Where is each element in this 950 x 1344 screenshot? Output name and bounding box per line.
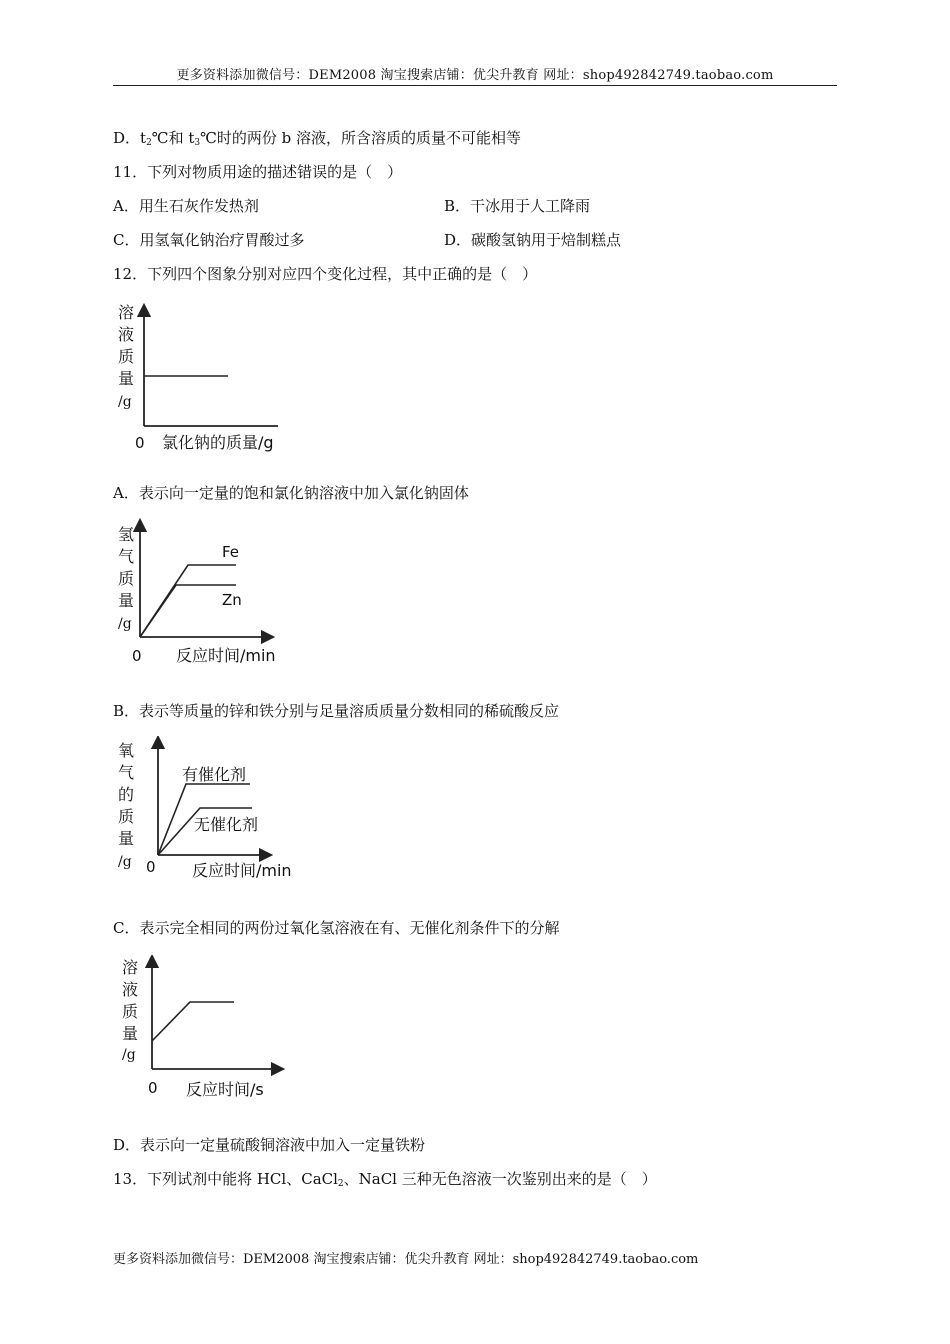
q13-stem: 13．下列试剂中能将 HCl、CaCl$_2$、NaCl 三种无色溶液一次鉴别出来的是（ ）	[113, 1170, 657, 1189]
fe-label: Fe	[222, 543, 240, 561]
ylabel-char: 质	[118, 347, 135, 366]
ylabel-char: 氧	[118, 741, 135, 760]
x-axis-label: 反应时间/min	[176, 646, 276, 665]
ylabel-char: 质	[122, 1002, 139, 1021]
data-line	[152, 1002, 234, 1041]
origin-label: 0	[132, 647, 142, 665]
ylabel-char: 量	[118, 369, 135, 388]
ylabel-char: 质	[118, 569, 135, 588]
ylabel-char: 氢	[118, 525, 135, 544]
ylabel-char: 溶	[118, 303, 135, 322]
page-header: 更多资料添加微信号：DEM2008 淘宝搜索店铺：优尖升教育 网址：shop492842749.taobao.com	[176, 68, 774, 83]
q10-option-d: D．$t_2℃$和 $t_3℃$时的两份 b 溶液，所含溶质的质量不可能相等	[113, 129, 522, 148]
x-axis-label: 反应时间/s	[186, 1080, 264, 1099]
header-rule	[113, 85, 837, 86]
q12-option-d: D．表示向一定量硫酸铜溶液中加入一定量铁粉	[113, 1136, 426, 1154]
ylabel-char: 溶	[122, 958, 139, 977]
page-footer: 更多资料添加微信号：DEM2008 淘宝搜索店铺：优尖升教育 网址：shop492842749.taobao.com	[113, 1252, 699, 1267]
graph-d	[110, 955, 290, 1105]
q11-option-b: B．干冰用于人工降雨	[444, 197, 591, 215]
zn-label: Zn	[222, 591, 242, 609]
origin-label: 0	[148, 1079, 158, 1097]
q11-option-a: A．用生石灰作发热剂	[113, 197, 259, 215]
ylabel-char: 液	[118, 325, 135, 344]
x-axis-label: 反应时间/min	[192, 861, 292, 880]
ylabel-char: 量	[118, 829, 135, 848]
q12-option-b: B．表示等质量的锌和铁分别与足量溶质质量分数相同的稀硫酸反应	[113, 702, 560, 720]
with-catalyst-label: 有催化剂	[182, 765, 247, 784]
ylabel-char: 的	[118, 785, 135, 804]
origin-label: 0	[146, 858, 156, 876]
q11-option-c: C．用氢氧化钠治疗胃酸过多	[113, 231, 305, 249]
q12-option-c: C．表示完全相同的两份过氧化氢溶液在有、无催化剂条件下的分解	[113, 919, 560, 937]
x-axis-label: 氯化钠的质量/g	[162, 433, 274, 452]
q12-option-a: A．表示向一定量的饱和氯化钠溶液中加入氯化钠固体	[113, 484, 469, 502]
ylabel-unit: /g	[122, 1047, 136, 1063]
q11-stem: 11．下列对物质用途的描述错误的是（ ）	[113, 163, 403, 181]
graph-b	[110, 515, 290, 675]
q12-stem: 12．下列四个图象分别对应四个变化过程，其中正确的是（ ）	[113, 265, 538, 283]
origin-label: 0	[135, 434, 145, 452]
ylabel-unit: /g	[118, 394, 132, 410]
ylabel-char: 气	[118, 763, 135, 782]
ylabel-char: 液	[122, 980, 139, 999]
ylabel-char: 量	[118, 591, 135, 610]
ylabel-char: 质	[118, 807, 135, 826]
ylabel-char: 气	[118, 547, 135, 566]
graph-c	[110, 736, 310, 886]
ylabel-char: 量	[122, 1024, 139, 1043]
graph-a	[110, 298, 290, 458]
ylabel-unit: /g	[118, 854, 132, 870]
ylabel-unit: /g	[118, 616, 132, 632]
without-catalyst-label: 无催化剂	[194, 815, 259, 834]
q11-option-d: D．碳酸氢钠用于焙制糕点	[444, 231, 622, 249]
